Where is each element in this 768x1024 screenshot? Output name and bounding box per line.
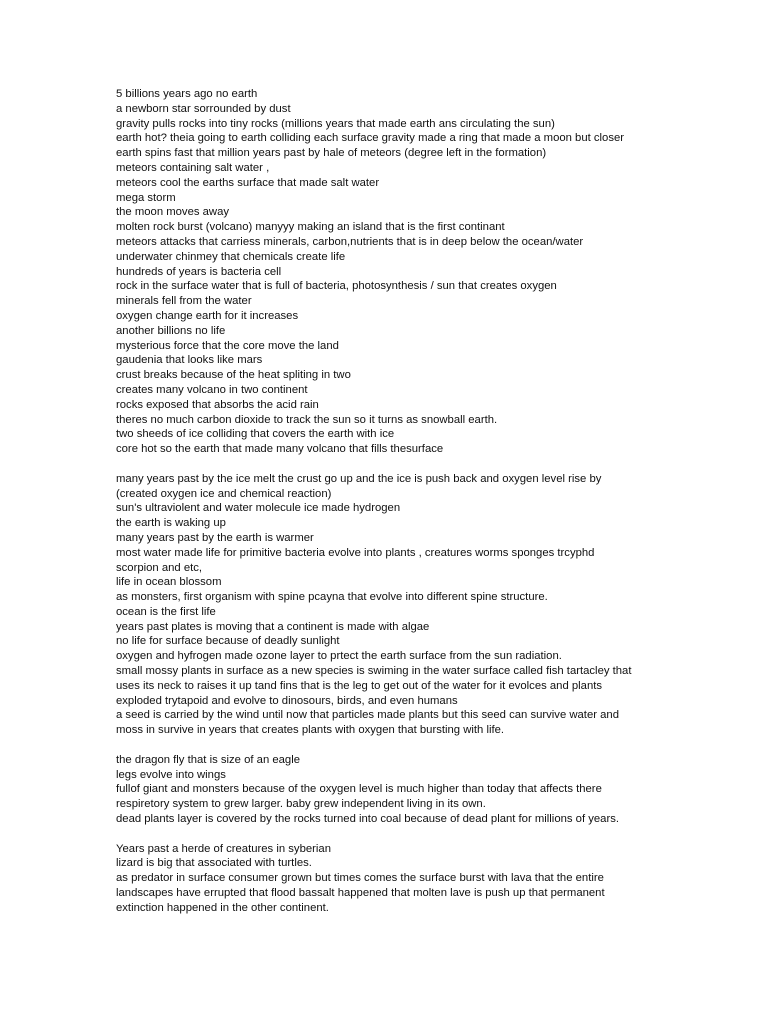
text-line: fullof giant and monsters because of the oxygen level is much higher than today that affects there (116, 783, 602, 796)
text-line: gravity pulls rocks into tiny rocks (millions years that made earth ans circulating the sun) (116, 117, 555, 130)
text-line: scorpion and etc, (116, 561, 203, 574)
text-line: the moon moves away (116, 206, 230, 219)
text-line: mega storm (116, 191, 176, 204)
text-line: creates many volcano in two continent (116, 383, 308, 396)
text-line: as monsters, first organism with spine pcayna that evolve into different spine structure. (116, 591, 548, 604)
text-line: underwater chinmey that chemicals create life (116, 250, 346, 263)
text-line: sun's ultraviolent and water molecule ice made hydrogen (116, 502, 401, 515)
text-line: legs evolve into wings (116, 768, 226, 781)
text-line: minerals fell from the water (116, 295, 252, 308)
text-line: rock in the surface water that is full of bacteria, photosynthesis / sun that creates oxygen (116, 280, 557, 293)
text-line: as predator in surface consumer grown but times comes the surface burst with lava that the entire (116, 872, 604, 885)
text-line: dead plants layer is covered by the rocks turned into coal because of dead plant for millions of years. (116, 813, 619, 826)
text-line: the earth is waking up (116, 517, 226, 530)
text-line: moss in survive in years that creates plants with oxygen that bursting with life. (116, 724, 505, 737)
text-line: meteors attacks that carriess minerals, carbon,nutrients that is in deep below the ocean/water (116, 235, 584, 248)
text-line: meteors containing salt water , (116, 161, 270, 174)
text-line: ocean is the first life (116, 605, 216, 618)
text-line: oxygen change earth for it increases (116, 309, 299, 322)
text-line: most water made life for primitive bacteria evolve into plants , creatures worms sponges trcyphd (116, 546, 595, 559)
paragraph (116, 753, 656, 827)
text-line: landscapes have errupted that flood bassalt happened that molten lave is push up that permanent (116, 887, 605, 900)
text-line: respiretory system to grew larger. baby grew independent living in its own. (116, 798, 486, 811)
text-line: core hot so the earth that made many volcano that fills thesurface (116, 443, 444, 456)
text-line: the dragon fly that is size of an eagle (116, 753, 301, 766)
text-line: hundreds of years is bacteria cell (116, 265, 282, 278)
text-line: a seed is carried by the wind until now that particles made plants but this seed can survive water and (116, 709, 619, 722)
text-line: life in ocean blossom (116, 576, 222, 589)
text-line: earth hot? theia going to earth colliding each surface gravity made a ring that made a moon but closer (116, 132, 625, 145)
text-line: many years past by the earth is warmer (116, 531, 314, 544)
paragraph (116, 87, 656, 457)
text-line: uses its neck to raises it up tand fins that is the leg to get out of the water for it evolces and plants (116, 679, 603, 692)
text-line: gaudenia that looks like mars (116, 354, 263, 367)
text-line: meteors cool the earths surface that made salt water (116, 176, 380, 189)
text-line: no life for surface because of deadly sunlight (116, 635, 340, 648)
paragraph (116, 842, 656, 916)
text-line: crust breaks because of the heat spliting in two (116, 369, 351, 382)
text-line: extinction happened in the other continent. (116, 901, 329, 914)
text-line: mysterious force that the core move the land (116, 339, 339, 352)
text-line: oxygen and hyfrogen made ozone layer to prtect the earth surface from the sun radiation. (116, 650, 562, 663)
text-line: another billions no life (116, 324, 226, 337)
text-line: a newborn star sorrounded by dust (116, 102, 291, 115)
text-line: molten rock burst (volcano) manyyy making an island that is the first continant (116, 221, 505, 234)
text-line: (created oxygen ice and chemical reaction) (116, 487, 332, 500)
text-line: years past plates is moving that a continent is made with algae (116, 620, 430, 633)
text-line: rocks exposed that absorbs the acid rain (116, 398, 319, 411)
text-line: exploded trytapoid and evolve to dinosours, birds, and even humans (116, 694, 458, 707)
text-line: many years past by the ice melt the crust go up and the ice is push back and oxygen level rise by (116, 472, 602, 485)
text-line: lizard is big that associated with turtles. (116, 857, 312, 870)
text-line: two sheeds of ice colliding that covers the earth with ice (116, 428, 395, 441)
text-line: small mossy plants in surface as a new species is swiming in the water surface called fish tartacley that (116, 665, 632, 678)
paragraph (116, 472, 656, 738)
text-line: Years past a herde of creatures in syberian (116, 842, 331, 855)
text-line: earth spins fast that million years past by hale of meteors (degree left in the formation) (116, 147, 547, 160)
text-line: theres no much carbon dioxide to track the sun so it turns as snowball earth. (116, 413, 498, 426)
document-body (116, 87, 656, 930)
text-line: 5 billions years ago no earth (116, 88, 258, 100)
